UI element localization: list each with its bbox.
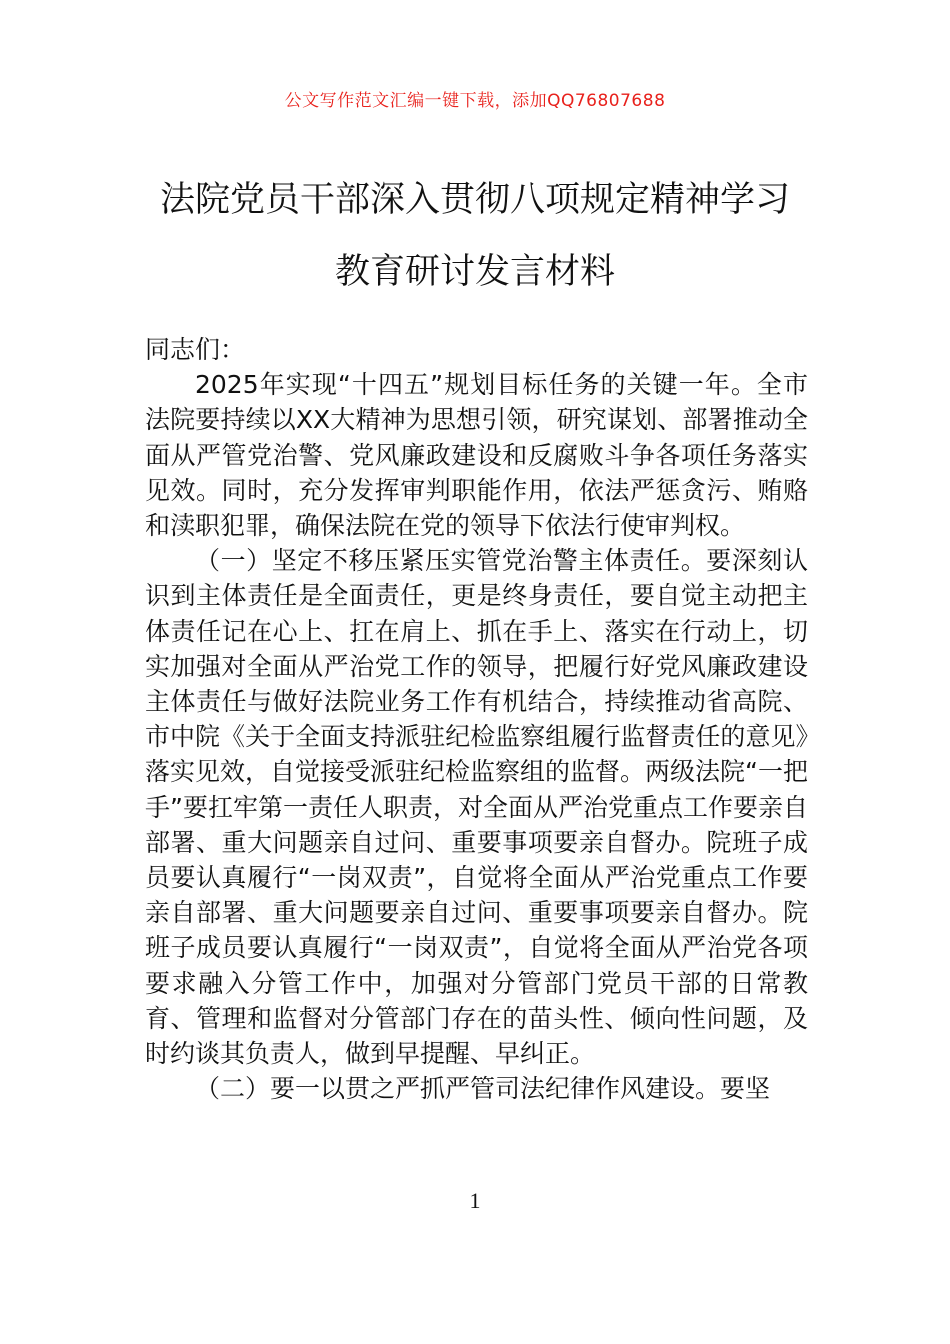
paragraph-section-2: （二）要一以贯之严抓严管司法纪律作风建设。要坚 bbox=[195, 1074, 771, 1104]
download-banner: 公文写作范文汇编一键下载，添加QQ76807688 bbox=[284, 91, 666, 111]
document-title-line-1: 法院党员干部深入贯彻八项规定精神学习 bbox=[159, 180, 790, 220]
document-title-line-2: 教育研讨发言材料 bbox=[334, 252, 615, 292]
document-body bbox=[145, 332, 808, 1106]
paragraph-intro: 2025年实现“十四五”规划目标任务的关键一年。全市法院要持续以XX大精神为思想引领，研究谋划、部署推动全面从严管党治警、党风廉政建设和反腐败斗争各项任务落实见效。同时，充分发挥审判职能作用，依法严惩贪污、贿赂和渎职犯罪，确保法院在党的领导下依法行使审判权。 bbox=[145, 370, 808, 541]
paragraph-section-1: （一）坚定不移压紧压实管党治警主体责任。要深刻认识到主体责任是全面责任，更是终身责任，要自觉主动把主体责任记在心上、扛在肩上、抓在手上、落实在行动上，切实加强对全面从严治党工作的领导，把履行好党风廉政建设主体责任与做好法院业务工作有机结合，持续推动省高院、市中院《关于全面支持派驻纪检监察组履行监督责任的意见》落实见效，自觉接受派驻纪检监察组的监督。两级法院“一把手”要扛牢第一责任人职责，对全面从严治党重点工作要亲自部署、重大问题亲自过问、重要事项要亲自督办。院班子成员要认真履行“一岗双责”，自觉将全面从严治党重点工作要亲自部署、重大问题要亲自过问、重要事项要亲自督办。院班子成员要认真履行“一岗双责”，自觉将全面从严治党各项要求融入分管工作中，加强对分管部门党员干部的日常教育、管理和监督对分管部门存在的苗头性、倾向性问题，及时约谈其负责人，做到早提醒、早纠正。 bbox=[145, 546, 808, 1069]
page-number: 1 bbox=[469, 1188, 481, 1213]
salutation: 同志们： bbox=[145, 335, 246, 364]
